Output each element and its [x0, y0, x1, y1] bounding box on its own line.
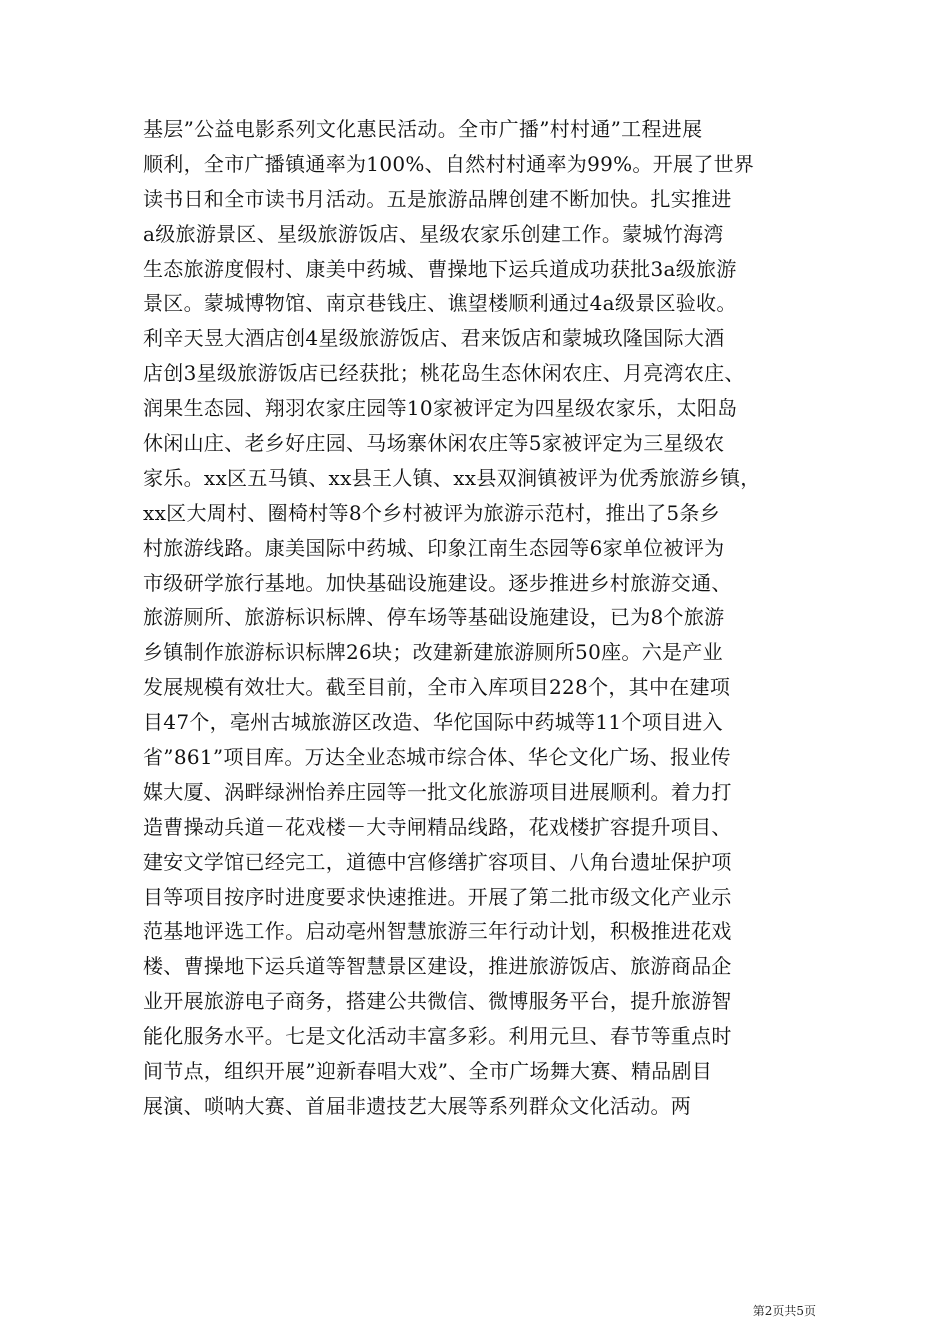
text-line: 能化服务水平。七是文化活动丰富多彩。利用元旦、春节等重点时 [143, 1024, 732, 1049]
text-line: 造曹操动兵道－花戏楼－大寺闸精品线路，花戏楼扩容提升项目、 [143, 814, 732, 839]
text-line: 店创3星级旅游饭店已经获批；桃花岛生态休闲农庄、月亮湾农庄、 [143, 361, 745, 386]
text-line: 旅游厕所、旅游标识标牌、停车场等基础设施建设，已为8个旅游 [143, 605, 725, 630]
text-line: 省”861”项目库。万达全业态城市综合体、华仑文化广场、报业传 [143, 745, 731, 770]
text-line: 乡镇制作旅游标识标牌26块；改建新建旅游厕所50座。六是产业 [143, 640, 723, 665]
text-line: 村旅游线路。康美国际中药城、印象江南生态园等6家单位被评为 [143, 535, 725, 560]
text-line: 业开展旅游电子商务，搭建公共微信、微博服务平台，提升旅游智 [143, 989, 732, 1014]
text-line: 休闲山庄、老乡好庄园、马场寨休闲农庄等5家被评定为三星级农 [143, 431, 725, 456]
text-line: xx区大周村、圈椅村等8个乡村被评为旅游示范村，推出了5条乡 [143, 500, 721, 525]
text-line: a级旅游景区、星级旅游饭店、星级农家乐创建工作。蒙城竹海湾 [143, 221, 724, 246]
text-line: 媒大厦、涡畔绿洲怡养庄园等一批文化旅游项目进展顺利。着力打 [143, 779, 732, 804]
text-line: 楼、曹操地下运兵道等智慧景区建设，推进旅游饭店、旅游商品企 [143, 954, 732, 979]
text-line: 发展规模有效壮大。截至目前，全市入库项目228个，其中在建项 [143, 675, 731, 700]
text-line: 基层”公益电影系列文化惠民活动。全市广播”村村通”工程进展 [143, 117, 703, 141]
text-line: 建安文学馆已经完工，道德中宫修缮扩容项目、八角台遗址保护项 [143, 849, 732, 874]
text-line: 展演、唢呐大赛、首届非遗技艺大展等系列群众文化活动。两 [143, 1093, 692, 1118]
text-line: 目47个，亳州古城旅游区改造、华佗国际中药城等11个项目进入 [143, 710, 723, 735]
text-line: 目等项目按序时进度要求快速推进。开展了第二批市级文化产业示 [143, 884, 732, 909]
text-line: 利辛天昱大酒店创4星级旅游饭店、君来饭店和蒙城玖隆国际大酒 [143, 326, 725, 351]
text-line: 润果生态园、翔羽农家庄园等10家被评定为四星级农家乐，太阳岛 [143, 396, 738, 421]
page-number: 第2页共5页 [752, 1304, 816, 1318]
text-line: 市级研学旅行基地。加快基础设施建设。逐步推进乡村旅游交通、 [143, 570, 732, 595]
text-line: 景区。蒙城博物馆、南京巷钱庄、谯望楼顺利通过4a级景区验收。 [143, 291, 737, 316]
body-text [143, 112, 815, 1124]
text-line: 家乐。xx区五马镇、xx县王人镇、xx县双涧镇被评为优秀旅游乡镇， [143, 465, 761, 490]
text-line: 顺利，全市广播镇通率为100%、自然村村通率为99%。开展了世界 [143, 151, 755, 176]
text-line: 读书日和全市读书月活动。五是旅游品牌创建不断加快。扎实推进 [143, 186, 732, 211]
text-line: 间节点，组织开展”迎新春唱大戏”、全市广场舞大赛、精品剧目 [143, 1059, 713, 1084]
text-line: 范基地评选工作。启动亳州智慧旅游三年行动计划，积极推进花戏 [143, 919, 732, 944]
text-line: 生态旅游度假村、康美中药城、曹操地下运兵道成功获批3a级旅游 [143, 256, 737, 281]
